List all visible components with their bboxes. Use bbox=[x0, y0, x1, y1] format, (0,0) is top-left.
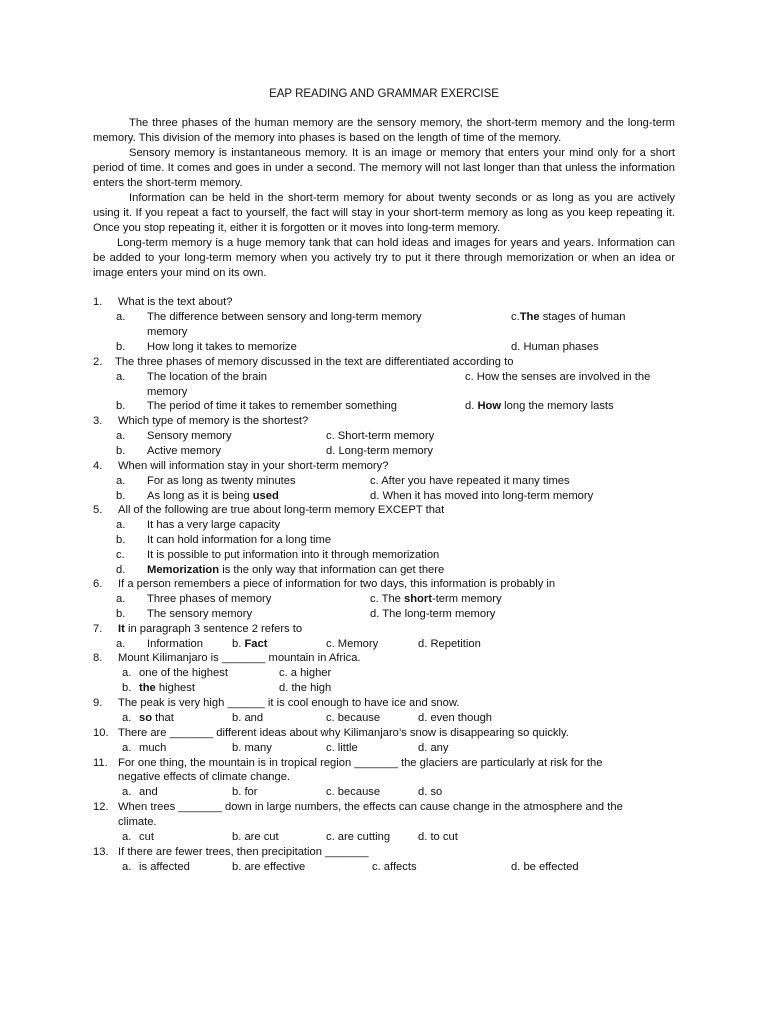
question-4-options-row-1: a. For as long as twenty minutes c. After you have repeated it many times bbox=[116, 475, 570, 487]
option-d: d. Repetition bbox=[418, 638, 481, 650]
option-a: and bbox=[139, 786, 158, 798]
option-a: Three phases of memory bbox=[147, 593, 272, 605]
option-c: c. a higher bbox=[279, 667, 332, 679]
option-c: c. After you have repeated it many times bbox=[370, 475, 570, 487]
question-2-options-row-1-cont: memory bbox=[147, 386, 188, 398]
question-13: 13. If there are fewer trees, then precipitation _______ bbox=[93, 846, 369, 858]
question-8: 8. Mount Kilimanjaro is _______ mountain in Africa. bbox=[93, 652, 361, 664]
page-title: EAP READING AND GRAMMAR EXERCISE bbox=[269, 88, 499, 100]
question-8-options-row-1: a. one of the highest c. a higher bbox=[122, 667, 332, 679]
passage-paragraph-1: The three phases of the human memory are the sensory memory, the short-term memory and the long-term memory. This division of the memory into phases is based on the length of time of the memory. bbox=[93, 117, 675, 144]
question-5-option-c: c. It is possible to put information into it through memorization bbox=[116, 549, 440, 561]
question-11-options: a. and b. for c. because d. so bbox=[122, 786, 443, 798]
option-c: c. because bbox=[326, 786, 381, 798]
option-d: d. The long-term memory bbox=[370, 608, 496, 620]
question-1-options-row-1 bbox=[0, 310, 768, 325]
option-a: The difference between sensory and long-term memory bbox=[147, 311, 422, 323]
option-a: is affected bbox=[139, 861, 190, 873]
option-c: c.The stages of human bbox=[511, 311, 626, 323]
question-5-option-b: b. It can hold information for a long time bbox=[116, 534, 332, 546]
option-a: one of the highest bbox=[139, 667, 228, 679]
question-5: 5. All of the following are true about long-term memory EXCEPT that bbox=[93, 504, 445, 516]
option-d: d. even though bbox=[418, 712, 493, 724]
option-b: As long as it is being used bbox=[147, 490, 279, 502]
option-c: c. The short-term memory bbox=[370, 593, 502, 605]
option-c: c. are cutting bbox=[326, 831, 391, 843]
question-9-options: a. so that b. and c. because d. even though bbox=[122, 712, 493, 724]
question-4: 4. When will information stay in your short-term memory? bbox=[93, 460, 389, 472]
option-c: c. little bbox=[326, 742, 358, 754]
question-12-options: a. cut b. are cut c. are cutting d. to cut bbox=[122, 831, 458, 843]
question-1: 1. What is the text about? bbox=[93, 296, 233, 308]
option-b: The sensory memory bbox=[147, 608, 253, 620]
question-5-option-d: d. Memorization is the only way that information can get there bbox=[116, 564, 445, 576]
option-d: d. any bbox=[418, 742, 449, 754]
option-b: the highest bbox=[139, 682, 195, 694]
question-1-options-row-2: b. How long it takes to memorize d. Human phases bbox=[116, 341, 599, 353]
question-6-options-row-2: b. The sensory memory d. The long-term memory bbox=[116, 608, 496, 620]
option-b: How long it takes to memorize bbox=[147, 341, 297, 353]
option-c: c. Short-term memory bbox=[326, 430, 435, 442]
question-2-options-row-2: b. The period of time it takes to remember something d. How long the memory lasts bbox=[116, 400, 614, 412]
option-d: d. so bbox=[418, 786, 443, 798]
question-5-option-a: a. It has a very large capacity bbox=[116, 519, 281, 531]
question-3: 3. Which type of memory is the shortest? bbox=[93, 415, 309, 427]
question-12: 12. When trees _______ down in large numbers, the effects can cause change in the atmosphere and the bbox=[93, 801, 623, 813]
question-4-options-row-2: b. As long as it is being used d. When it has moved into long-term memory bbox=[116, 490, 594, 502]
option-d: d. Long-term memory bbox=[326, 445, 433, 457]
option-b: b. for bbox=[232, 786, 258, 798]
option-a: Information bbox=[147, 638, 203, 650]
option-a: The location of the brain bbox=[147, 371, 268, 383]
option-c: c. affects bbox=[372, 861, 417, 873]
question-6: 6. If a person remembers a piece of information for two days, this information is probably in bbox=[93, 578, 556, 590]
question-10-options: a. much b. many c. little d. any bbox=[122, 742, 449, 754]
question-7: 7. It in paragraph 3 sentence 2 refers to bbox=[93, 623, 303, 635]
question-6-options-row-1: a. Three phases of memory c. The short-term memory bbox=[116, 593, 502, 605]
option-a: much bbox=[139, 742, 167, 754]
question-13-options: a. is affected b. are effective c. affects d. be effected bbox=[122, 861, 579, 873]
option-d: d. the high bbox=[279, 682, 332, 694]
question-12-cont: climate. bbox=[118, 816, 157, 828]
option-d: d. be effected bbox=[511, 861, 579, 873]
passage-paragraph-2: Sensory memory is instantaneous memory. It is an image or memory that enters your mind only for a short period of time. It comes and goes in under a second. The memory will not last longer than that unless the information enters the short-term memory. bbox=[93, 147, 675, 189]
option-c: c. because bbox=[326, 712, 381, 724]
option-d: d. to cut bbox=[418, 831, 458, 843]
question-11: 11. For one thing, the mountain is in tropical region _______ the glaciers are particularly at risk for the bbox=[93, 757, 603, 769]
question-1-options-row-1-cont: memory bbox=[147, 326, 188, 338]
question-8-options-row-2: b. the highest d. the high bbox=[122, 682, 332, 694]
option-d: d. Human phases bbox=[511, 341, 599, 353]
option-d: d. When it has moved into long-term memory bbox=[370, 490, 594, 502]
option-a: For as long as twenty minutes bbox=[147, 475, 296, 487]
question-7-options: a. Information b. Fact c. Memory d. Repetition bbox=[116, 638, 481, 650]
question-2: 2. The three phases of memory discussed in the text are differentiated according to bbox=[93, 356, 514, 368]
passage-paragraph-4: Long-term memory is a huge memory tank that can hold ideas and images for years and years. Information can be added to your long-term memory when you actively try to put it there through memorization or when an idea or image enters your mind on its own. bbox=[93, 237, 675, 279]
option-d: d. How long the memory lasts bbox=[465, 400, 614, 412]
option-b: b. many bbox=[232, 742, 272, 754]
option-b: b. and bbox=[232, 712, 264, 724]
option-b: The period of time it takes to remember something bbox=[147, 400, 397, 412]
option-c: c. How the senses are involved in the bbox=[465, 371, 651, 383]
option-a: so that bbox=[139, 712, 174, 724]
question-2-options-row-1: a. The location of the brain c. How the senses are involved in the bbox=[116, 371, 651, 383]
question-3-options-row-2: b. Active memory d. Long-term memory bbox=[116, 445, 433, 457]
option-a: cut bbox=[139, 831, 154, 843]
option-b: b. are cut bbox=[232, 831, 279, 843]
option-c: c. Memory bbox=[326, 638, 379, 650]
question-11-cont: negative effects of climate change. bbox=[118, 771, 291, 783]
question-9: 9. The peak is very high ______ it is cool enough to have ice and snow. bbox=[93, 697, 460, 709]
question-10: 10. There are _______ different ideas about why Kilimanjaro’s snow is disappearing so quickly. bbox=[93, 727, 569, 739]
passage-paragraph-3: Information can be held in the short-term memory for about twenty seconds or as long as you are actively using it. If you repeat a fact to yourself, the fact will stay in your short-term memory as long as you keep repeating it. Once you stop repeating it, either it is forgotten or it moves into long-term memory. bbox=[93, 192, 675, 234]
option-b: Active memory bbox=[147, 445, 221, 457]
option-a: Sensory memory bbox=[147, 430, 232, 442]
question-3-options-row-1: a. Sensory memory c. Short-term memory bbox=[116, 430, 435, 442]
option-b: b. Fact bbox=[232, 638, 268, 650]
option-letter: a. bbox=[116, 311, 126, 323]
option-b: b. are effective bbox=[232, 861, 306, 873]
